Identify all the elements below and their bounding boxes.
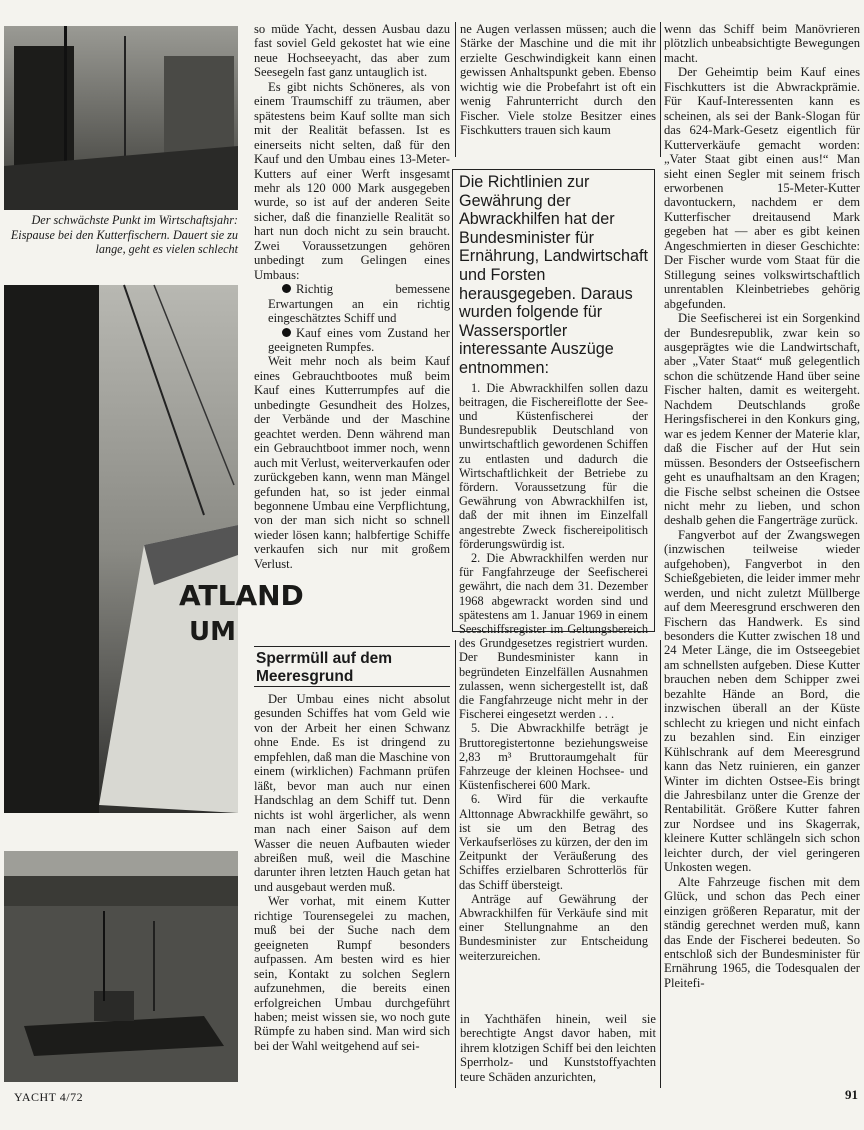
box-item: Anträge auf Gewährung der Abwrackhilfen für Verkäufe sind mit einer Stellungnahme an den Bundesminister zur Entscheidung weiterzureichen. xyxy=(459,891,648,963)
paragraph: in Yachthäfen hinein, weil sie berechtigte Angst davor haben, mit ihrem klotzigen Schiff bei den leichten Sperrholz- und Kunststoffyachten teure Schäden anzurichten, xyxy=(460,1012,656,1084)
box-item: 2. Die Abwrackhilfen werden nur für Fangfahrzeuge der Seefischerei gewährt, die nach dem 31. Dezember 1968 abgewrackt worden sind und spätestens am 1. Januar 1969 in einem Seeschiffsregister im Geltungsbereich des Grundgesetzes registriert wurden. Der Bundesminister kann in begründeten Einzelfällen Ausnahmen zulassen, wenn sichergestellt ist, daß die Fangfahrzeuge nicht mehr in der Fischerei eingesetzt werden . . . xyxy=(459,550,648,722)
subhead-rule xyxy=(254,646,450,647)
box-item: 1. Die Abwrackhilfen sollen dazu beitragen, die Fischereiflotte der See- und Küstenfischerei der Bundesrepublik Deutschland von unwirtschaftlich gewordenen Schiffen zu entlasten und dadurch die Wirtschaftlichkeit der Betriebe zu fördern. Voraussetzung für die Gewährung von Abwrackhilfen ist, daß der mit ihnen im Einzelfall angestrebte Zweck fischereipolitisch förderungswürdig ist. xyxy=(459,380,648,551)
box-item: 6. Wird für die verkaufte Alttonnage Abwrackhilfe gewährt, so ist sie um den Betrag des Verkaufserlöses zu kürzen, der den im Zeitpunkt der Veräußerung des Schiffes erzielbaren Schrotterlös für das Schiff übersteigt. xyxy=(459,792,648,892)
text-column-2-lower xyxy=(254,692,450,1088)
paragraph: so müde Yacht, dessen Ausbau dazu fast soviel Geld gekostet hat wie eine neue Hochseeyacht, das aber zum Seesegeln fast ganz untauglich ist. xyxy=(254,22,450,80)
photo-caption: Der schwächste Punkt im Wirtschaftsjahr: Eispause bei den Kutterfischern. Dauert sie zu lange, geht es vielen schlecht xyxy=(10,213,238,256)
paragraph: wenn das Schiff beim Manövrieren plötzlich unbeabsichtigte Bewegungen macht. xyxy=(664,22,860,65)
paragraph: Fangverbot auf der Zwangswegen (inzwischen teilweise wieder aufgehoben), Fangverbot in den Schießgebieten, die leider immer mehr werden, und nicht zuletzt Müllberge auf dem Meeresgrund erschweren den Fischern das Handwerk. Es sind besonders die Kutter zwischen 18 und 24 Meter Länge, die im Ostseegebiet am schnellsten aufgeben. Diese Kutter brauchen neben dem Schipper zwei bezahlte Hände an Bord, die inzwischen überall an der Küste schlecht zu kriegen und nicht einfach zu bezahlen sind. Ein einziger Kühlschrank auf dem Meeresgrund kann das Netz ruinieren, ein ganzer Winter im dichten Ostsee-Eis bringt die Jahresbilanz unter die Grenze der Rentabilität. Größere Kutter fahren zur Nordsee und ins Skagerrak, kleinere Kutter schlängeln sich schon leichter durch, der viel geringeren Unkosten wegen. xyxy=(664,527,860,875)
box-heading: Die Richtlinien zur Gewährung der Abwrackhilfen hat der Bundesminister für Ernährung, Landwirtschaft und Forsten herausgegeben. Daraus wurden folgende für Wassersportler interessante Auszüge entnommen: xyxy=(459,173,648,377)
section-subhead: Sperrmüll auf dem Meeresgrund xyxy=(256,650,393,685)
text-column-3-top xyxy=(460,22,656,162)
text-column-2 xyxy=(254,22,450,646)
svg-text:UM: UM xyxy=(189,617,236,647)
subhead-rule xyxy=(254,686,450,687)
paragraph: Der Umbau eines nicht absolut gesunden Schiffes hat vom Geld wie von der Arbeit her einen Schwanz ohne Ende. Es ist dringend zu empfehlen, daß man die Maschine von einem (wirklichen) Fachmann prüfen läßt, bevor man auch nur einen Handschlag an dem Schiff tut. Denn nichts ist wohl ärgerlicher, als wenn man nach einer Saison auf dem Wasser die neuen Aufbauten wieder abreißen muß, weil die Maschine darunter ihren letzten Hauch getan hat und ausgebaut werden muß. xyxy=(254,692,450,894)
bullet-icon xyxy=(282,284,291,293)
column-rule xyxy=(660,640,661,1088)
box-item: 5. Die Abwrackhilfe beträgt je Bruttoregistertonne beziehungsweise 2,83 m³ Bruttoraumgehalt für Fahrzeuge der kleinen Hochsee- und Küstenfischerei 600 Mark. xyxy=(459,721,648,793)
magazine-issue: YACHT 4/72 xyxy=(14,1090,84,1104)
paragraph: Weit mehr noch als beim Kauf eines Gebrauchtbootes muß beim Kauf eines Kutterrumpfes auf die unbedingte Gesundheit des Holzes, der Verbände und der Maschine geachtet werden. Denn während man ein Gebrauchtboot immer noch, wenn auch mit Verlust, weiterverkaufen oder zurückgeben kann, wenn man Mängel gefunden hat, so ist jeder einmal begonnene Umbau eine Verpflichtung, von der man sich nicht so schnell wieder lösen kann; halbfertige Schiffe verkaufen sich nur mit großem Verlust. xyxy=(254,354,450,571)
photo-harbor-cutters xyxy=(4,851,238,1082)
photo-fishing-boats-ice xyxy=(4,26,238,210)
photo-cutter-bow xyxy=(4,285,304,813)
paragraph: Wer vorhat, mit einem Kutter richtige Tourensegelei zu machen, muß bei der Suche nach dem geeigneten Rumpf besonders aufpassen. Am besten wird es hier sein, Kontakt zu solchen Seglern aufzunehmen, die bereits einen erfolgreichen Umbau durchgeführt haben; meist wissen sie, wo noch gute Rümpfe zu haben sind. Man wird sich bei der Wahl weitgehend auf sei- xyxy=(254,894,450,1053)
paragraph: Die Seefischerei ist ein Sorgenkind der Bundesrepublik, zwar kein so ausgeprägtes wie die Landwirtschaft, aber „Vater Staat“ muß gelegentlich schon die schützende Hand über seine Fischer halten, damit es weitergeht. Nachdem Deutschlands große Heringsfischerei in den Konkurs ging, war es jedem Kenner der Materie klar, daß die Fischer auf der Hut sein müssen. Besonders der Ostseefischern geht es unaufhaltsam an den Kragen; die Fische selbst scheinen die Ostsee nicht mehr zu lieben, und schon deshalb gehen die Fangerträge zurück. xyxy=(664,311,860,528)
bullet-item: Richtig bemessene Erwartungen an ein richtig eingeschätztes Schiff und xyxy=(268,282,450,326)
text-column-4 xyxy=(664,22,860,1088)
paragraph: Es gibt nichts Schöneres, als von einem Traumschiff zu träumen, aber spätestens beim Kauf sollte man sich mit der Realität befassen. Ist es einerseits nicht selten, daß für den Kauf und den Umbau eines 13-Meter-Kutters auf einer Werft insgesamt mehr als 120 000 Mark ausgegeben wurde, so ist auf der anderen Seite sicher, daß die finanzielle Realität so hart nun doch nicht zu sein braucht. Zwei Voraussetzungen gehören unbedingt zum Gelingen eines Umbaus: xyxy=(254,79,450,282)
paragraph: Alte Fahrzeuge fischen mit dem Glück, und schon das Pech einer einzigen größeren Reparatur, mit der ständig gerechnet werden muß, kann das Ende der Fischerei bedeuten. So entschloß sich der Bundesminister für Ernährung 1965, die Todesqualen der Pleitefi- xyxy=(664,874,860,990)
bullet-icon xyxy=(282,328,291,337)
guidelines-box xyxy=(452,169,655,963)
column-rule xyxy=(660,22,661,157)
bullet-item: Kauf eines vom Zustand her geeigneten Rumpfes. xyxy=(268,325,450,354)
box-body xyxy=(459,381,648,963)
text-column-3-bottom xyxy=(460,1012,656,1088)
paragraph: Der Geheimtip beim Kauf eines Fischkutters ist die Abwrackprämie. Für Kauf-Interessenten kann es scheinen, als sei der Bank-Slogan für das 624-Mark-Gesetz eigentlich für Kutterverkäufe gemacht worden: „Vater Staat gibt einen aus!“ Man sieht einen Segler mit seinem frisch erworbenen 15-Meter-Kutter davontuckern, nachdem er dem Kutterfischer dreitausend Mark gegeben hat — aber es gibt keinen Angeschmierten in dieser Geschichte: Der Fischer wurde vom Staat für die Stillegung seines volkswirtschaftlich unrentablen Kleinbetriebes gehörig abgefunden. xyxy=(664,65,860,311)
column-rule xyxy=(455,22,456,157)
svg-text:ATLAND: ATLAND xyxy=(179,579,304,612)
page-number: 91 xyxy=(845,1087,858,1102)
column-rule xyxy=(455,640,456,1088)
paragraph: ne Augen verlassen müssen; auch die Stärke der Maschine und die mit ihr erzielte Geschwindigkeit kann einen gewissen Anhaltspunkt geben. Ebenso wichtig wie die Probefahrt ist oft ein wenig Fahrunterricht durch den Fischer. Viele stolze Besitzer eines Fischkutters trauen sich kaum xyxy=(460,22,656,138)
